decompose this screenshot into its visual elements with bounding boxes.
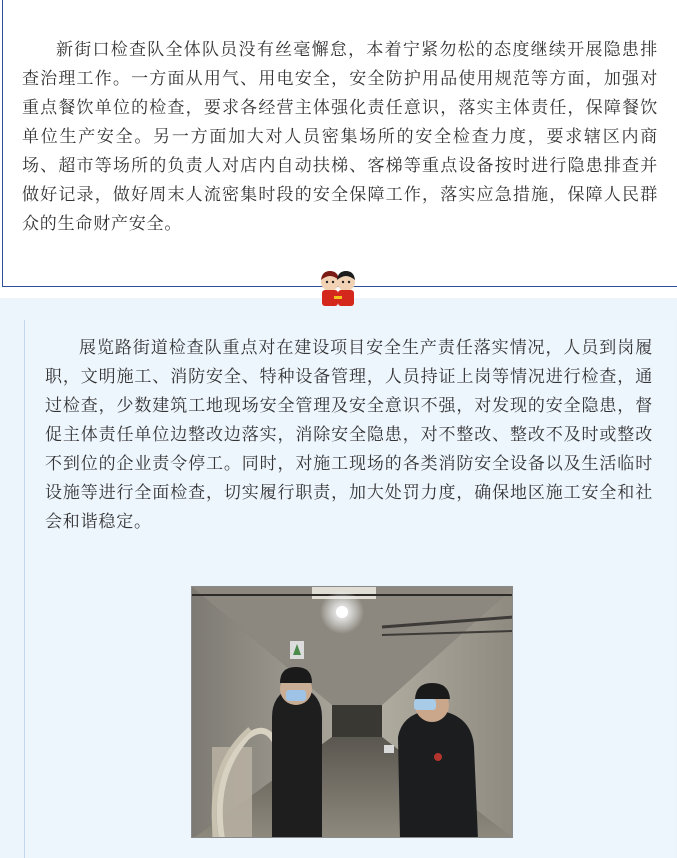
frame-left-rule (2, 0, 3, 286)
top-section (0, 0, 677, 290)
inspection-tunnel-photo-icon (192, 587, 513, 838)
paragraph-zhanlanlu: 展览路街道检查队重点对在建设项目安全生产责任落实情况，人员到岗履职，文明施工、消防安全、特种设备管理，人员持证上岗等情况进行检查，通过检查，少数建筑工地现场安全管理及安全意识不强，对发现的安全隐患，督促主体责任单位边整改边落实，消除安全隐患，对不整改、整改不及时或整改不到位的企业责令停工。同时，对施工现场的各类消防安全设备以及生活临时设施等进行全面检查，切实履行职责，加大处罚力度，确保地区施工安全和社会和谐稳定。 (45, 338, 653, 532)
mascot-pair-icon (318, 268, 358, 308)
inspection-photo (191, 586, 513, 838)
content-panel (24, 320, 674, 858)
paragraph-xinjiekou: 新街口检查队全体队员没有丝毫懈怠，本着宁紧勿松的态度继续开展隐患排查治理工作。一方面从用气、用电安全，安全防护用品使用规范等方面，加强对重点餐饮单位的检查，要求各经营主体强化责任意识，落实主体责任，保障餐饮单位生产安全。另一方面加大对人员密集场所的安全检查力度，要求辖区内商场、超市等场所的负责人对店内自动扶梯、客梯等重点设备按时进行隐患排查并做好记录，做好周末人流密集时段的安全保障工作，落实应急措施，保障人民群众的生命财产安全。 (22, 40, 658, 234)
bottom-section (0, 298, 677, 858)
